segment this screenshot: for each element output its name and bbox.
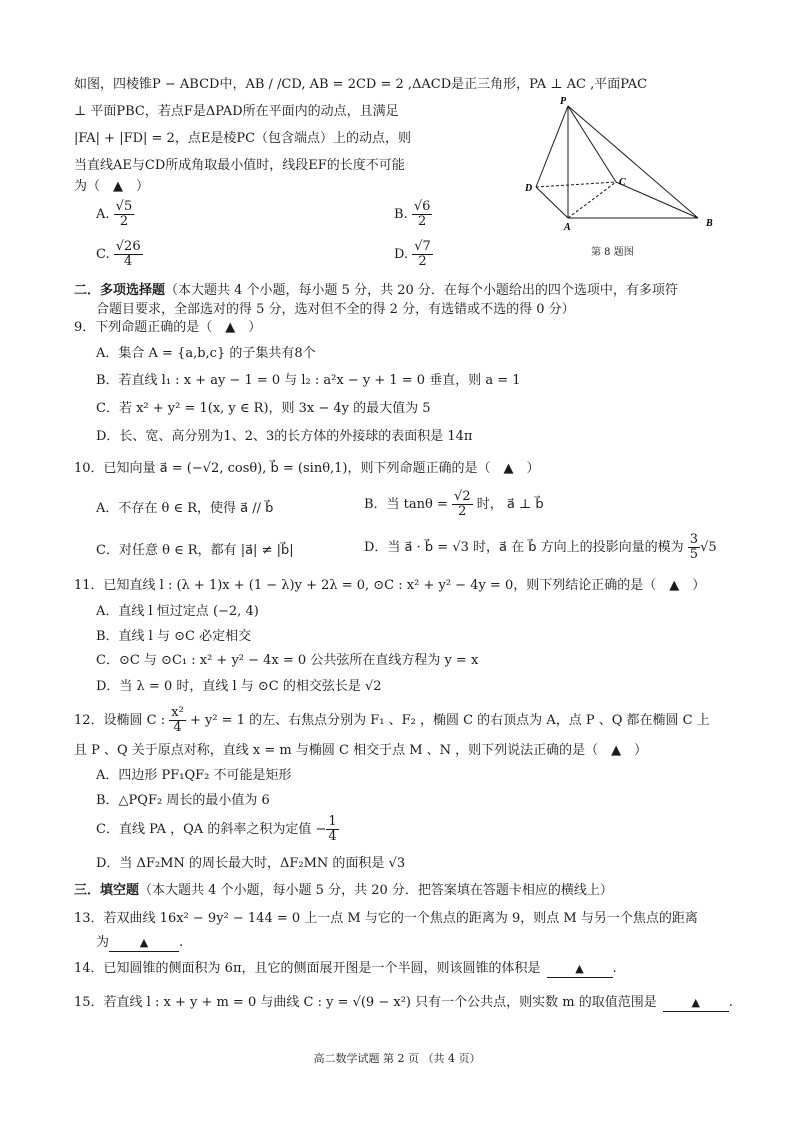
q8-line-2: ⊥ 平面PBC，若点F是ΔPAD所在平面内的动点，且满足 [74, 104, 399, 119]
q13-answer-blank[interactable]: ▲ [109, 934, 179, 952]
q8-option-a: A. $\frac{√5}{2}$ [96, 199, 133, 229]
q9-option-a: A．集合 A = {a,b,c} 的子集共有8个 [96, 346, 316, 361]
q8-line-4: 当直线AE与CD所成角取最小值时，线段EF的长度不可能 [74, 158, 405, 173]
edge-pc [568, 106, 616, 182]
q15-answer-blank[interactable]: ▲ [663, 994, 729, 1012]
q8-pyramid-figure [516, 92, 726, 252]
edge-dc [536, 182, 616, 187]
q11-option-d: D．当 λ = 0 时，直线 l 与 ⊙C 的相交弦长是 √2 [96, 679, 382, 694]
q8-option-d: D. $\frac{√7}{2}$ [394, 239, 431, 269]
q11-stem: 11．已知直线 l : (λ + 1)x + (1 − λ)y + 2λ = 0, ⊙C : x² + y² − 4y = 0，则下列结论正确的是（ ▲ ） [74, 578, 706, 593]
q14: 14．已知圆锥的侧面积为 6π，且它的侧面展开图是一个半圆，则该圆锥的体积是 ▲ . [74, 961, 617, 976]
q12-option-b: B．△PQF₂ 周长的最小值为 6 [96, 793, 270, 808]
label-b: B [706, 218, 713, 229]
label-a: A [564, 222, 571, 233]
section-2-header: 二．多项选择题（本大题共 4 个小题，每小题 5 分，共 20 分．在每个小题给出的四个选项中，有多项符 [74, 283, 678, 298]
q11-option-b: B．直线 l 与 ⊙C 必定相交 [96, 629, 252, 644]
q9-stem: 9．下列命题正确的是（ ▲ ） [74, 320, 262, 335]
page-footer: 高二数学试题 第 2 页 （共 4 页） [313, 1052, 481, 1065]
q10-option-c: C．对任意 θ ∈ R，都有 |a⃗| ≠ |b⃗| [96, 543, 294, 558]
label-p: P [560, 96, 567, 107]
q8-figure-caption: 第 8 题图 [591, 247, 634, 258]
q11-option-c: C．⊙C 与 ⊙C₁ : x² + y² − 4x = 0 公共弦所在直线方程为 y = x [96, 653, 479, 668]
q15: 15．若直线 l : x + y + m = 0 与曲线 C : y = √(9 − x²) 只有一个公共点，则实数 m 的取值范围是 ▲ . [74, 995, 733, 1010]
q8-line-3: |FA| + |FD| = 2，点E是棱PC（包含端点）上的动点，则 [74, 131, 412, 146]
q9-option-b: B．若直线 l₁ : x + ay − 1 = 0 与 l₂ : a²x − y + 1 = 0 垂直，则 a = 1 [96, 373, 521, 388]
q12-stem-line-2: 且 P 、Q 关于原点对称，直线 x = m 与椭圆 C 相交于点 M 、N ，则下列说法正确的是（ ▲ ） [74, 743, 648, 758]
q13-line-1: 13．若双曲线 16x² − 9y² − 144 = 0 上一点 M 与它的一个焦点的距离为 9，则点 M 与另一个焦点的距离 [74, 911, 698, 926]
q9-option-c: C．若 x² + y² = 1(x, y ∈ R)，则 3x − 4y 的最大值为 5 [96, 401, 431, 416]
q12-option-c: C．直线 PA ，QA 的斜率之积为定值 − $\frac{1}{4}$ [96, 814, 337, 844]
q14-answer-blank[interactable]: ▲ [547, 960, 613, 978]
label-c: C [619, 177, 626, 188]
edge-pd [536, 106, 568, 187]
q10-option-d: D．当 a⃗ · b⃗ = √3 时，a⃗ 在 b⃗ 方向上的投影向量的模为 $\frac{3}{5}$ √5 [364, 532, 717, 562]
edge-pb [568, 106, 698, 218]
edge-da [536, 187, 568, 218]
section-3-header: 三．填空题（本大题共 4 个小题，每小题 5 分，共 20 分．把答案填在答题卡相应的横线上） [74, 883, 613, 898]
q12-stem: 12．设椭圆 C : $\frac{\text{x²}}{4}$ + y² = 1 的左、右焦点分别为 F₁ 、F₂ ，椭圆 C 的右顶点为 A，点 P 、Q 都在椭圆 C 上 [74, 705, 710, 735]
q13-line-2: 为 ▲ . [96, 935, 184, 950]
label-d: D [525, 183, 533, 194]
q10-stem: 10．已知向量 a⃗ = (−√2, cosθ), b⃗ = (sinθ,1)，则下列命题正确的是（ ▲ ） [74, 461, 540, 476]
q9-option-d: D．长、宽、高分别为1、2、3的长方体的外接球的表面积是 14π [96, 429, 473, 444]
q8-option-b: B. $\frac{√6}{2}$ [394, 199, 431, 229]
q10-option-a: A．不存在 θ ∈ R，使得 a⃗ // b⃗ [96, 501, 274, 516]
q11-option-a: A．直线 l 恒过定点 (−2, 4) [96, 604, 259, 619]
edge-ac [568, 182, 616, 218]
q10-option-b: B．当 tanθ = $\frac{√2}{2}$ 时， a⃗ ⊥ b⃗ [364, 489, 544, 519]
q12-option-a: A．四边形 PF₁QF₂ 不可能是矩形 [96, 768, 292, 783]
edge-cb [616, 182, 698, 218]
section-2-desc-2: 合题目要求，全部选对的得 5 分，选对但不全的得 2 分，有选错或不选的得 0 分） [96, 302, 575, 317]
q8-line-5: 为（ ▲ ） [74, 179, 149, 194]
q8-option-c: C. $\frac{√26}{4}$ [96, 239, 141, 269]
q8-line-1: 如图，四棱锥P − ABCD中，AB / /CD, AB = 2CD = 2 ,ΔACD是正三角形，PA ⊥ AC ,平面PAC [74, 77, 648, 92]
q12-option-d: D．当 ΔF₂MN 的周长最大时，ΔF₂MN 的面积是 √3 [96, 856, 406, 871]
